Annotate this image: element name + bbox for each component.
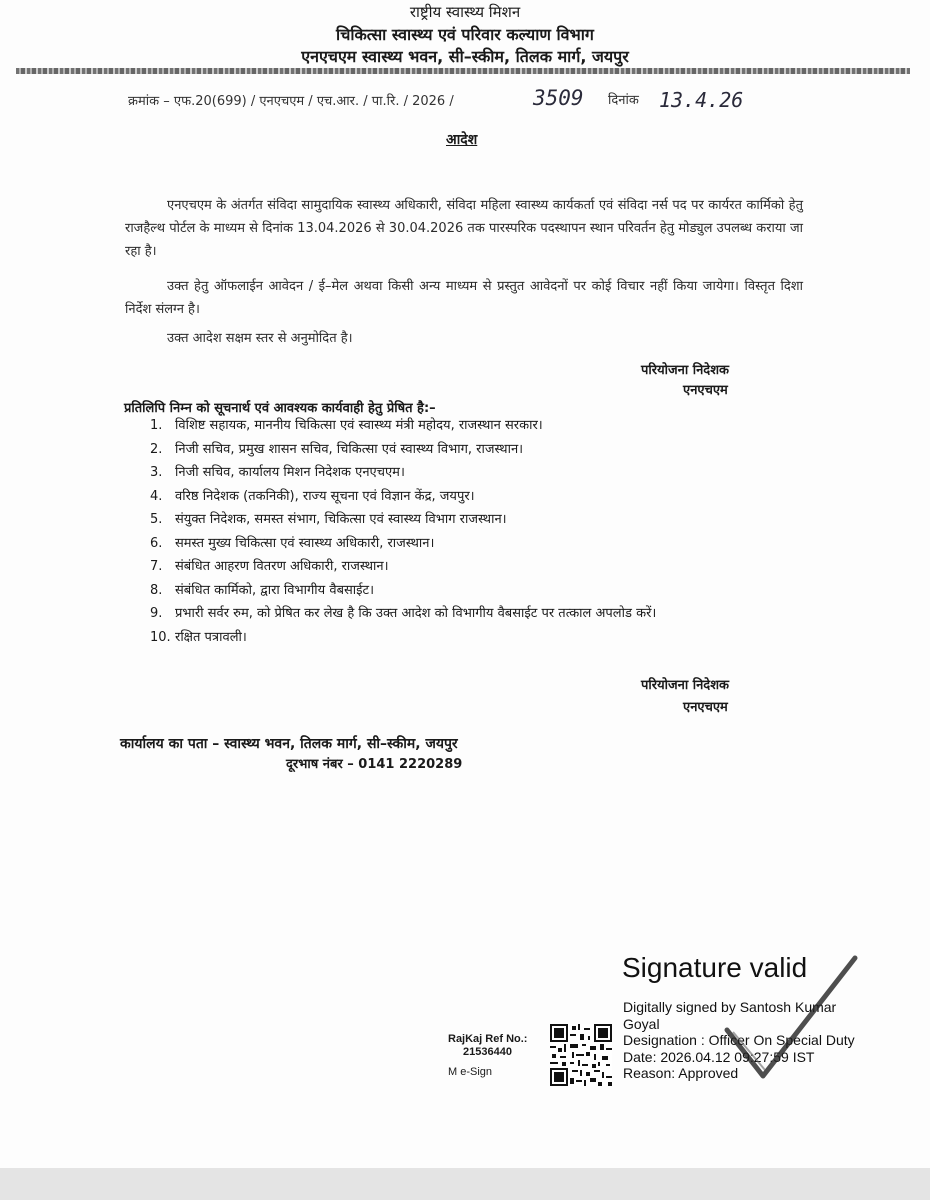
list-item <box>150 626 815 650</box>
list-item-text: प्रभारी सर्वर रुम, को प्रेषित कर लेख है कि उक्त आदेश को विभागीय वैबसाईट पर तत्काल अपलोड करें। <box>175 606 657 621</box>
list-item <box>150 579 815 603</box>
list-item-text: विशिष्ट सहायक, माननीय चिकित्सा एवं स्वास्थ्य मंत्री महोदय, राजस्थान सरकार। <box>175 418 543 433</box>
signatory-org: एनएचएम <box>683 383 728 398</box>
letterhead-divider <box>16 68 910 74</box>
list-item-text: निजी सचिव, कार्यालय मिशन निदेशक एनएचएम। <box>175 465 405 480</box>
esign-label: M e-Sign <box>448 1066 493 1078</box>
letterhead-mission: राष्ट्रीय स्वास्थ्य मिशन <box>409 3 521 21</box>
list-item-number: 3. <box>150 465 163 480</box>
list-item <box>150 438 815 462</box>
signatory-title: परियोजना निदेशक <box>641 363 730 378</box>
list-item <box>150 461 815 485</box>
list-item <box>150 485 815 509</box>
list-item <box>150 414 815 438</box>
signature-date: Date: 2026.04.12 09:27:59 IST <box>623 1048 815 1065</box>
list-item-text: संबंधित आहरण वितरण अधिकारी, राजस्थान। <box>175 559 389 574</box>
signature-reason: Reason: Approved <box>623 1065 739 1081</box>
office-address: कार्यालय का पता – स्वास्थ्य भवन, तिलक मार्ग, सी–स्कीम, जयपुर <box>120 736 458 752</box>
office-phone: दूरभाष नंबर – 0141 2220289 <box>286 757 463 772</box>
list-item <box>150 602 815 626</box>
signature-status: Signature valid <box>622 952 808 983</box>
list-item-text: वरिष्ठ निदेशक (तकनिकी), राज्य सूचना एवं विज्ञान केंद्र, जयपुर। <box>175 488 475 504</box>
letterhead-address: एनएचएम स्वास्थ्य भवन, सी–स्कीम, तिलक मार्ग, जयपुर <box>301 47 629 66</box>
order-paragraph-3: उक्त आदेश सक्षम स्तर से अनुमोदित है। <box>167 331 353 346</box>
letterhead-department: चिकित्सा स्वास्थ्य एवं परिवार कल्याण विभाग <box>336 25 594 44</box>
reference-date-label: दिनांक <box>608 93 639 108</box>
list-item-text: संयुक्त निदेशक, समस्त संभाग, चिकित्सा एवं स्वास्थ्य विभाग राजस्थान। <box>175 512 507 527</box>
list-item-text: समस्त मुख्य चिकित्सा एवं स्वास्थ्य अधिकारी, राजस्थान। <box>175 535 435 551</box>
list-item-number: 9. <box>150 606 163 621</box>
list-item-text: निजी सचिव, प्रमुख शासन सचिव, चिकित्सा एवं स्वास्थ्य विभाग, राजस्थान। <box>175 441 524 457</box>
rajkaj-ref-number: 21536440 <box>463 1046 512 1058</box>
list-item <box>150 508 815 532</box>
reference-number: 3509 <box>533 86 584 110</box>
list-item <box>150 532 815 556</box>
signature-designation: Designation : Officer On Special Duty <box>623 1032 855 1048</box>
signed-by-line: Digitally signed by Santosh Kumar <box>623 999 837 1015</box>
list-item-number: 2. <box>150 441 163 457</box>
reference-prefix: क्रमांक – एफ.20(699) / एनएचएम / एच.आर. / पा.रि. / 2026 / <box>128 94 454 109</box>
rajkaj-ref-label: RajKaj Ref No.: <box>448 1033 528 1045</box>
reference-date: 13.4.26 <box>659 88 744 112</box>
signed-by-line: Goyal <box>623 1015 660 1032</box>
order-paragraph-1: एनएचएम के अंतर्गत संविदा सामुदायिक स्वास्थ्य अधिकारी, संविदा महिला स्वास्थ्य कार्यकर्ता एवं संविदा नर्स पद पर कार्यरत कार्मिको हेतु राजहैल्थ पोर्टल के माध्यम से दिनांक 13.04.2026 से 30.04.2026 तक पारस्परिक पदस्थापन स्थान परिवर्तन हेतु मोड्युल उपलब्ध कराया जा रहा है। <box>125 198 803 259</box>
list-item-number: 5. <box>150 512 163 527</box>
list-item-number: 1. <box>150 418 163 433</box>
signatory-org-2: एनएचएम <box>683 700 728 715</box>
list-item-number: 6. <box>150 535 163 551</box>
copy-to-heading: प्रतिलिपि निम्न को सूचनार्थ एवं आवश्यक कार्यवाही हेतु प्रेषित है:– <box>124 401 436 416</box>
qr-code-icon <box>550 1024 612 1086</box>
list-item-text: संबंधित कार्मिको, द्वारा विभागीय वैबसाईट। <box>175 582 375 598</box>
list-item-number: 10. <box>150 629 171 645</box>
signatory-title-2: परियोजना निदेशक <box>641 678 730 693</box>
list-item <box>150 555 815 579</box>
list-item-number: 7. <box>150 559 163 574</box>
order-paragraph-2: उक्त हेतु ऑफलाईन आवेदन / ई–मेल अथवा किसी अन्य माध्यम से प्रस्तुत आवेदनों पर कोई विचार नहीं किया जायेगा। विस्तृत दिशा निर्देश संलग्न है। <box>125 279 803 317</box>
signature-check-icon <box>715 952 865 1092</box>
copy-to-list <box>150 414 815 649</box>
order-title: आदेश <box>446 132 478 148</box>
list-item-number: 4. <box>150 488 163 504</box>
list-item-text: रक्षित पत्रावली। <box>175 629 247 645</box>
list-item-number: 8. <box>150 582 163 598</box>
page-bottom-margin <box>0 1168 930 1200</box>
